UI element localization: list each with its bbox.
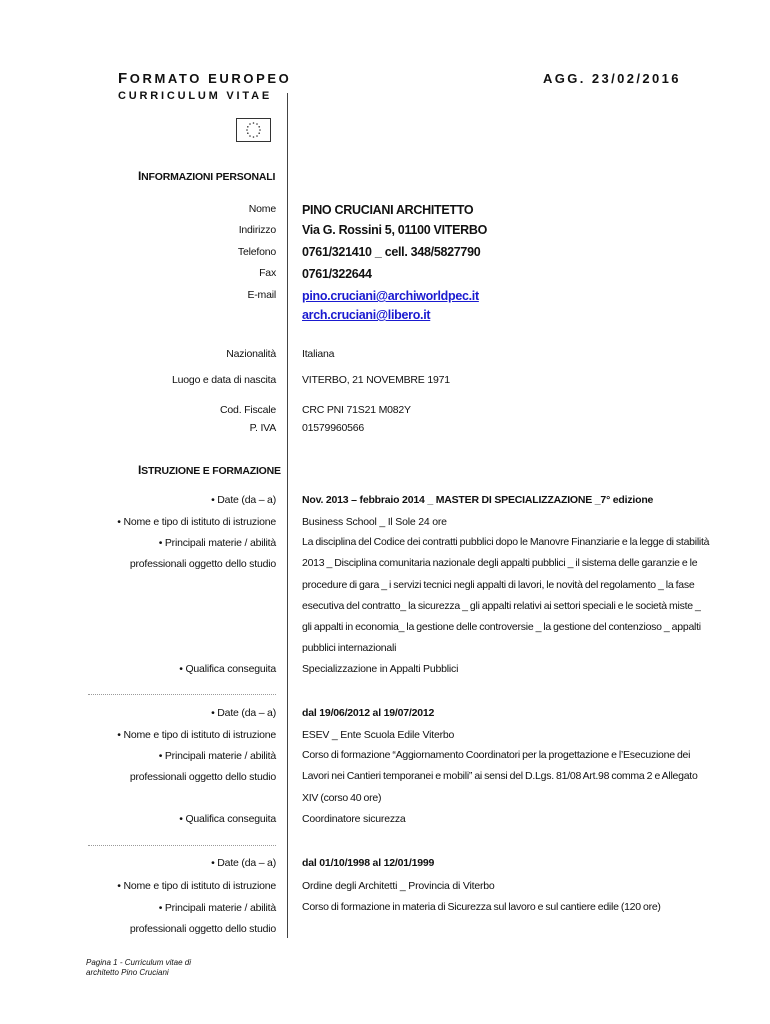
footer-author: architetto Pino Cruciani [86, 968, 169, 977]
value-telefono: 0761/321410 _ cell. 348/5827790 [302, 245, 481, 259]
label-nazionalita: Nazionalità [226, 348, 276, 360]
label-istituto: • Nome e tipo di istituto di istruzione [117, 880, 276, 892]
entry-qualifica: Specializzazione in Appalti Pubblici [302, 663, 459, 675]
label-materie: • Principali materie / abilità [158, 750, 276, 762]
value-fax: 0761/322644 [302, 267, 372, 281]
email-link-primary[interactable]: pino.cruciani@archiworldpec.it [302, 289, 479, 303]
entry-istituto: Ordine degli Architetti _ Provincia di Viterbo [302, 880, 495, 892]
cv-format-title: FORMATO EUROPEO [118, 70, 292, 87]
value-cod-fiscale: CRC PNI 71S21 M082Y [302, 404, 411, 416]
entry-date: Nov. 2013 – febbraio 2014 _ MASTER DI SPECIALIZZAZIONE _7° edizione [302, 494, 654, 506]
entry-materie: Corso di formazione in materia di Sicurezza sul lavoro e sul cantiere edile (120 ore) [302, 901, 661, 913]
label-telefono: Telefono [237, 246, 276, 258]
label-luogo-data-nascita: Luogo e data di nascita [172, 374, 276, 386]
entry-materie: Corso di formazione “Aggiornamento Coordinatori per la progettazione e l’Esecuzione dei Lavori nei Cantieri temporanei e mobili” ai sensi del D.Lgs. 81/08 Art.98 comma 2 e Allegato XIV (corso 40 ore) [302, 749, 698, 804]
label-date: • Date (da – a) [211, 857, 276, 869]
section-personal-info: INFORMAZIONI PERSONALI [138, 169, 276, 183]
label-email: E-mail [247, 289, 276, 301]
entry-istituto: ESEV _ Ente Scuola Edile Viterbo [302, 729, 455, 741]
value-indirizzo: Via G. Rossini 5, 01100 VITERBO [302, 223, 487, 237]
entry-separator [88, 845, 276, 846]
label-indirizzo: Indirizzo [238, 224, 276, 236]
vertical-divider [287, 93, 288, 938]
entry-date: dal 01/10/1998 al 12/01/1999 [302, 857, 435, 869]
update-date: AGG. 23/02/2016 [543, 71, 681, 86]
page-number: 1 [113, 958, 118, 967]
label-materie-cont: professionali oggetto dello studio [129, 771, 276, 783]
label-istituto: • Nome e tipo di istituto di istruzione [117, 516, 276, 528]
section-education: ISTRUZIONE E FORMAZIONE [138, 463, 281, 477]
label-piva: P. IVA [249, 422, 276, 434]
label-materie: • Principali materie / abilità [158, 537, 276, 549]
label-date: • Date (da – a) [211, 707, 276, 719]
entry-istituto: Business School _ Il Sole 24 ore [302, 516, 447, 528]
label-qualifica: • Qualifica conseguita [179, 663, 276, 675]
entry-date: dal 19/06/2012 al 19/07/2012 [302, 707, 435, 719]
value-piva: 01579960566 [302, 422, 365, 434]
email-link-secondary[interactable]: arch.cruciani@libero.it [302, 308, 431, 322]
footer-page-info: Pagina 1 - Curriculum vitae di [86, 958, 191, 967]
label-cod-fiscale: Cod. Fiscale [220, 404, 276, 416]
label-materie-cont: professionali oggetto dello studio [129, 923, 276, 935]
value-nazionalita: Italiana [302, 348, 335, 360]
label-qualifica: • Qualifica conseguita [179, 813, 276, 825]
label-materie-cont: professionali oggetto dello studio [129, 558, 276, 570]
value-nome: PINO CRUCIANI ARCHITETTO [302, 203, 474, 217]
label-istituto: • Nome e tipo di istituto di istruzione [117, 729, 276, 741]
entry-qualifica: Coordinatore sicurezza [302, 813, 406, 825]
eu-flag-icon [236, 118, 271, 142]
label-materie: • Principali materie / abilità [158, 902, 276, 914]
label-fax: Fax [259, 267, 276, 279]
entry-separator [88, 694, 276, 695]
entry-materie: La disciplina del Codice dei contratti pubblici dopo le Manovre Finanziarie e la legge di stabilità 2013 _ Disciplina comunitaria nazionale degli appalti pubblici _ il sistema delle garanzie e le procedure di gara _ i servizi tecnici negli appalti di lavori, le novità del regolamento _ la fase esecutiva del contratto_ la sicurezza _ gli appalti relativi ai settori speciali e le società miste _ gli appalti in economia_ la gestione delle controversie _ la gestione del contenzioso _ appalti pubblici internazionali [302, 536, 710, 655]
value-luogo-data-nascita: VITERBO, 21 NOVEMBRE 1971 [302, 374, 450, 386]
label-nome: Nome [248, 203, 276, 215]
cv-subtitle: CURRICULUM VITAE [118, 90, 272, 102]
label-date: • Date (da – a) [211, 494, 276, 506]
